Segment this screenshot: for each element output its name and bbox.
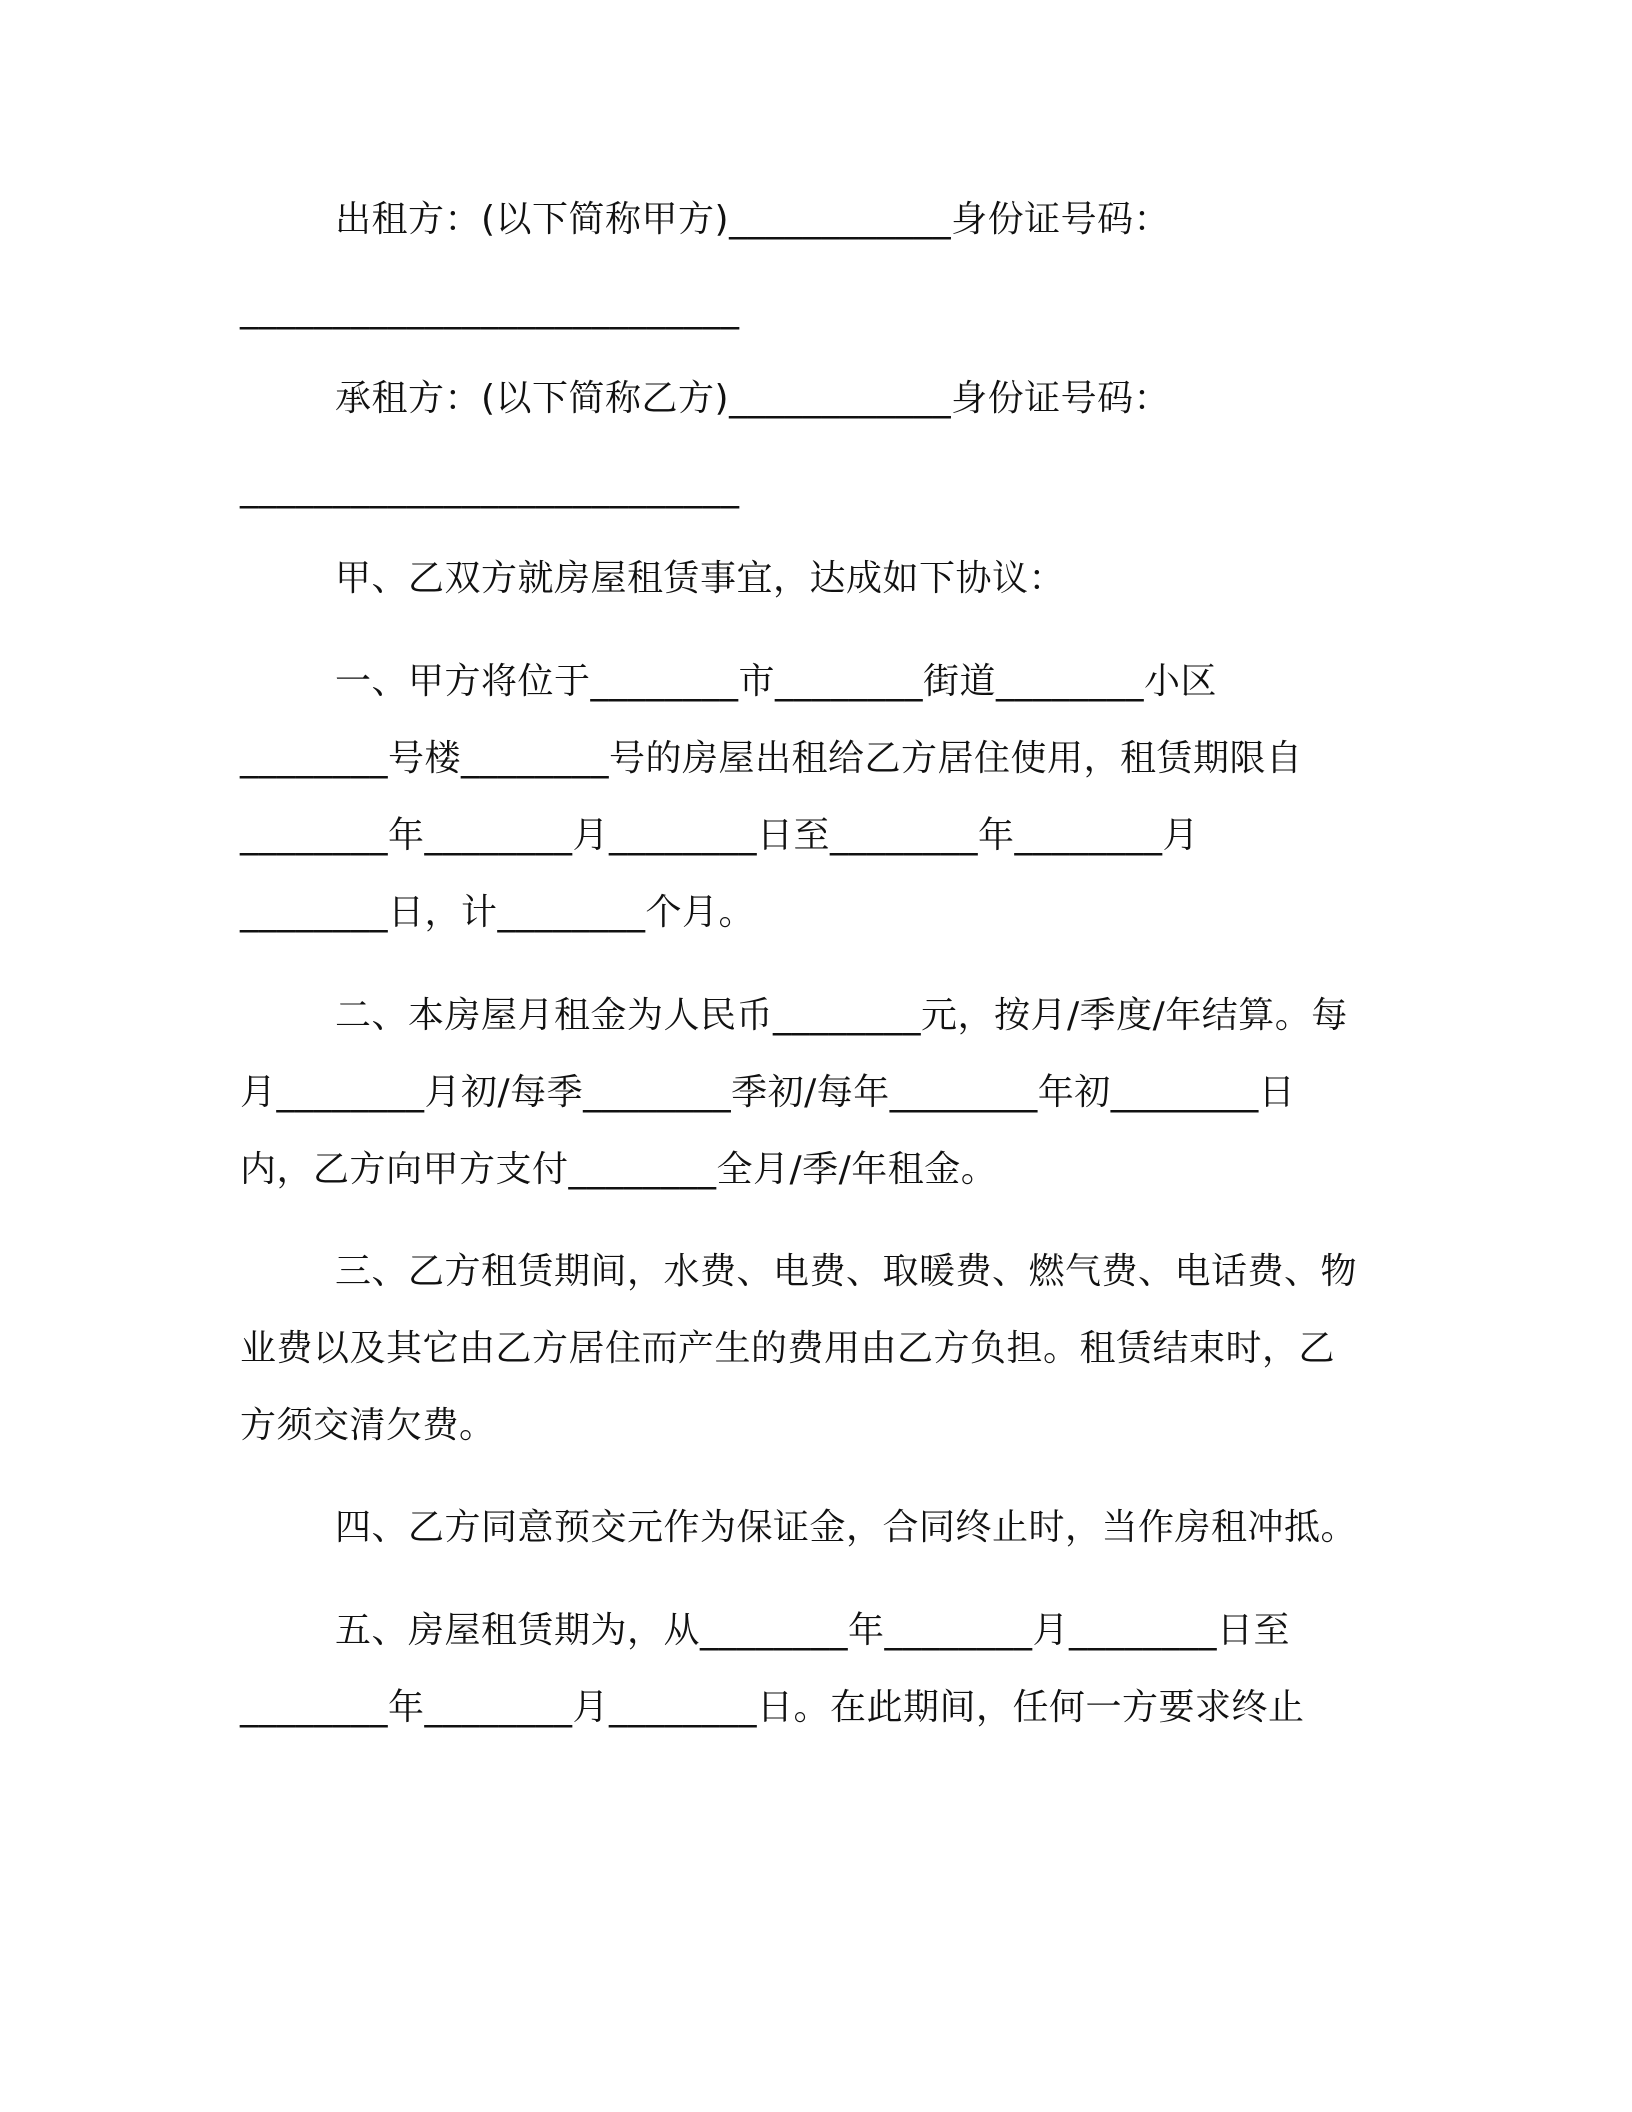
agreement-intro: 甲、乙双方就房屋租赁事宜，达成如下协议：: [335, 558, 1066, 599]
clause-3-line-2: 业费以及其它由乙方居住而产生的费用由乙方负担。租赁结束时，乙: [240, 1328, 1336, 1369]
clause-3-line-1: 三、乙方租赁期间，水费、电费、取暖费、燃气费、电话费、物: [335, 1251, 1358, 1292]
clause-2-line-3: 内，乙方向甲方支付________全月/季/年租金。: [240, 1149, 998, 1190]
lessee-line: 承租方：(以下简称乙方)____________身份证号码：: [335, 378, 1171, 419]
clause-3-line-3: 方须交清欠费。: [240, 1405, 496, 1446]
lessee-id-blank: ___________________________: [240, 468, 740, 509]
clause-1-line-2: ________号楼________号的房屋出租给乙方居住使用，租赁期限自: [240, 738, 1303, 779]
clause-1-line-1: 一、甲方将位于________市________街道________小区: [335, 661, 1218, 702]
contract-page: [240, 0, 1390, 2112]
clause-2-line-1: 二、本房屋月租金为人民币________元，按月/季度/年结算。每: [335, 995, 1348, 1036]
clause-5-line-1: 五、房屋租赁期为，从________年________月________日至: [335, 1610, 1291, 1651]
clause-2-line-2: 月________月初/每季________季初/每年________年初________日: [240, 1072, 1296, 1113]
clause-5-line-2: ________年________月________日。在此期间，任何一方要求终止: [240, 1687, 1305, 1728]
clause-1-line-3: ________年________月________日至________年________月: [240, 815, 1199, 856]
lessor-line: 出租方：(以下简称甲方)____________身份证号码：: [335, 199, 1171, 240]
clause-4-line-1: 四、乙方同意预交元作为保证金，合同终止时，当作房租冲抵。: [335, 1507, 1358, 1548]
clause-1-line-4: ________日，计________个月。: [240, 892, 756, 933]
lessor-id-blank: ___________________________: [240, 289, 740, 330]
